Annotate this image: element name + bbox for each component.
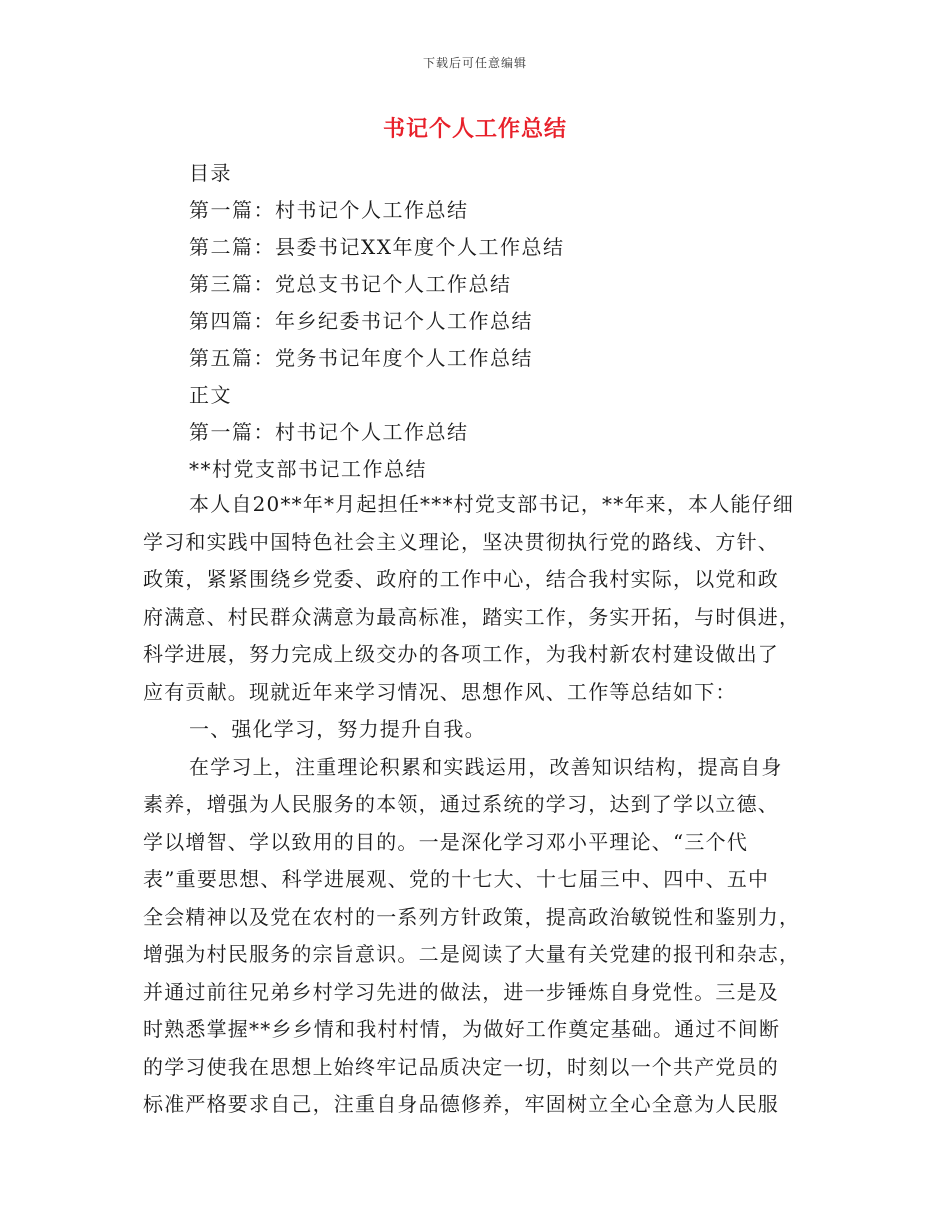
body-line: 政策，紧紧围绕乡党委、政府的工作中心，结合我村实际，以党和政 <box>143 567 779 591</box>
header-note: 下载后可任意编辑 <box>422 56 527 70</box>
body-line: 府满意、村民群众满意为最高标准，踏实工作，务实开拓，与时俱进， <box>143 604 801 629</box>
body-line: 时熟悉掌握**乡乡情和我村村情，为做好工作奠定基础。通过不间断 <box>143 1017 781 1041</box>
chapter-subtitle: **村党支部书记工作总结 <box>189 457 427 481</box>
document-title: 书记个人工作总结 <box>382 117 567 142</box>
toc-item-3: 第三篇：党总支书记个人工作总结 <box>189 272 512 296</box>
section-heading: 一、强化学习，努力提升自我。 <box>189 717 486 741</box>
body-label: 正文 <box>189 383 232 407</box>
body-line: 表”重要思想、科学进展观、党的十七大、十七届三中、四中、五中 <box>143 867 770 891</box>
toc-item-5: 第五篇：党务书记年度个人工作总结 <box>189 346 533 370</box>
body-line: 全会精神以及党在农村的一系列方针政策，提高政治敏锐性和鉴别力， <box>143 904 801 929</box>
body-line: 本人自20**年*月起担任***村党支部书记，**年来，本人能仔细 <box>189 492 795 516</box>
body-line: 并通过前往兄弟乡村学习先进的做法，进一步锤炼自身党性。三是及 <box>143 979 779 1004</box>
body-line: 的学习使我在思想上始终牢记品质决定一切，时刻以一个共产党员的 <box>143 1054 779 1079</box>
body-line: 在学习上，注重理论积累和实践运用，改善知识结构，提高自身 <box>189 754 783 779</box>
body-line: 标准严格要求自己，注重自身品德修养，牢固树立全心全意为人民服 <box>143 1092 779 1116</box>
toc-item-2: 第二篇：县委书记XX年度个人工作总结 <box>189 235 565 259</box>
chapter-heading: 第一篇：村书记个人工作总结 <box>189 420 469 444</box>
article-body <box>143 486 808 1124</box>
body-line: 素养，增强为人民服务的本领，通过系统的学习，达到了学以立德、 <box>143 792 779 816</box>
toc-heading: 目录 <box>189 161 232 185</box>
body-line: 学习和实践中国特色社会主义理论，坚决贯彻执行党的路线、方针、 <box>143 529 779 554</box>
body-line: 增强为村民服务的宗旨意识。二是阅读了大量有关党建的报刊和杂志， <box>143 942 801 966</box>
body-line: 科学进展，努力完成上级交办的各项工作，为我村新农村建设做出了 <box>143 642 779 666</box>
body-line: 应有贡献。现就近年来学习情况、思想作风、工作等总结如下： <box>143 679 737 704</box>
toc-item-1: 第一篇：村书记个人工作总结 <box>189 198 469 222</box>
body-line: 学以增智、学以致用的目的。一是深化学习邓小平理论、“三个代 <box>143 829 749 854</box>
toc-item-4: 第四篇：年乡纪委书记个人工作总结 <box>189 309 533 333</box>
